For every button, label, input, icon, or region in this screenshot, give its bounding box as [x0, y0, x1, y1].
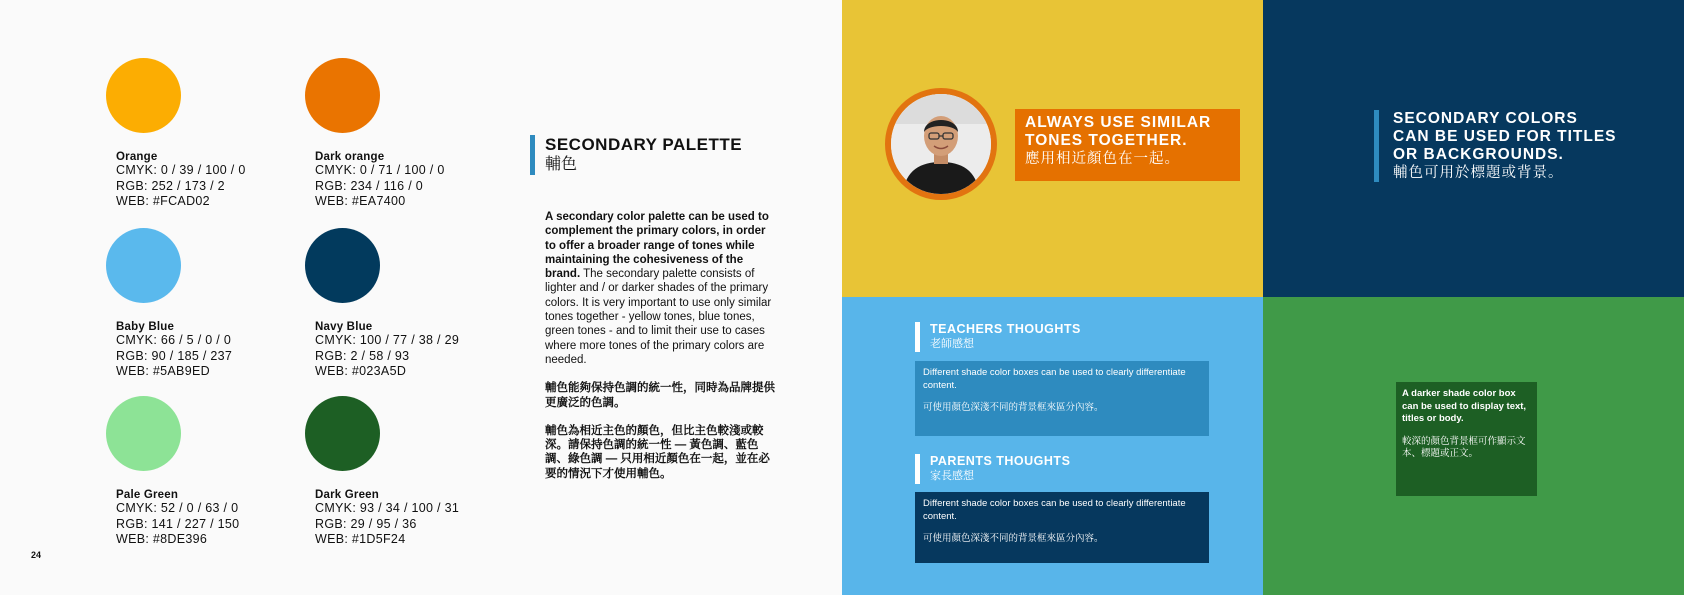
orange-callout-line1: ALWAYS USE SIMILAR [1025, 114, 1212, 131]
green-box-text-en: A darker shade color box can be used to display text, titles or body. [1402, 388, 1527, 424]
green-box [1396, 382, 1537, 496]
parents-title-zh: 家長感想 [930, 470, 974, 482]
teachers-heading [915, 322, 1081, 352]
color-circle-dark-orange [305, 58, 380, 133]
orange-callout-zh: 應用相近顏色在一起。 [1025, 151, 1180, 167]
parents-text-en: Different shade color boxes can be used to clearly differentiate content. [923, 498, 1186, 522]
swatch-name: Navy Blue [315, 321, 373, 333]
teachers-title: TEACHERS THOUGHTS [930, 322, 1081, 336]
swatch-rgb: RGB: 29 / 95 / 36 [315, 516, 417, 531]
swatch-name: Orange [116, 151, 158, 163]
body-paragraph: The secondary palette consists of lighter and / or darker shades of the primary colors. It is very important to use only similar tones together - yellow tones, blue tones, green tones - and to limit their use to cases where more tones of the primary colors are needed. [545, 268, 772, 366]
color-circle-orange [106, 58, 181, 133]
green-box-text-zh: 較深的顏色背景框可作顯示文本、標題或正文。 [1402, 435, 1526, 459]
swatch-navy-blue [305, 228, 565, 380]
swatch-name: Dark Green [315, 489, 380, 501]
swatch-rgb: RGB: 90 / 185 / 237 [116, 348, 233, 363]
swatch-cmyk: CMYK: 100 / 77 / 38 / 29 [315, 333, 460, 347]
swatch-dark-green [305, 396, 565, 548]
body-intro: A secondary color palette can be used to complement the primary colors, in order to offer a broader range of tones while maintaining the cohesiveness of the brand. [545, 211, 769, 281]
parents-text-zh: 可使用顏色深淺不同的背景框來區分內容。 [923, 533, 1104, 544]
swatch-web: WEB: #1D5F24 [315, 532, 406, 546]
color-circle-dark-green [305, 396, 380, 471]
swatch-name: Dark orange [315, 151, 385, 163]
color-circle-pale-green [106, 396, 181, 471]
navy-callout-line3: OR BACKGROUNDS. [1393, 146, 1564, 163]
swatch-cmyk: CMYK: 0 / 39 / 100 / 0 [116, 163, 246, 177]
avatar [885, 88, 997, 200]
person-photo-icon [891, 94, 991, 194]
swatch-rgb: RGB: 2 / 58 / 93 [315, 348, 410, 363]
swatch-web: WEB: #EA7400 [315, 194, 406, 208]
orange-callout [1015, 109, 1240, 181]
body-zh-1: 輔色能夠保持色調的統一性，同時為品牌提供更廣泛的色調。 [545, 382, 775, 409]
swatch-cmyk: CMYK: 93 / 34 / 100 / 31 [315, 501, 460, 515]
swatch-cmyk: CMYK: 0 / 71 / 100 / 0 [315, 163, 445, 177]
parents-title: PARENTS THOUGHTS [930, 454, 1071, 468]
teachers-text-en: Different shade color boxes can be used to clearly differentiate content. [923, 367, 1186, 391]
teachers-box [915, 361, 1209, 436]
swatch-web: WEB: #8DE396 [116, 532, 208, 546]
swatch-web: WEB: #5AB9ED [116, 364, 210, 378]
navy-callout-zh: 輔色可用於標題或背景。 [1393, 165, 1564, 181]
swatch-name: Pale Green [116, 489, 179, 501]
swatch-cmyk: CMYK: 52 / 0 / 63 / 0 [116, 501, 239, 515]
parents-box [915, 492, 1209, 563]
swatch-cmyk: CMYK: 66 / 5 / 0 / 0 [116, 333, 232, 347]
swatch-name: Baby Blue [116, 321, 175, 333]
swatch-dark-orange [305, 58, 565, 210]
parents-heading [915, 454, 1070, 484]
navy-callout-line1: SECONDARY COLORS [1393, 110, 1578, 127]
swatch-rgb: RGB: 234 / 116 / 0 [315, 178, 424, 193]
swatch-rgb: RGB: 141 / 227 / 150 [116, 516, 240, 531]
swatch-web: WEB: #FCAD02 [116, 194, 210, 208]
swatch-rgb: RGB: 252 / 173 / 2 [116, 178, 225, 193]
page-number: 24 [31, 550, 42, 560]
navy-callout [1374, 110, 1617, 182]
color-circle-baby-blue [106, 228, 181, 303]
color-circle-navy-blue [305, 228, 380, 303]
body-zh-2: 輔色為相近主色的顏色，但比主色較淺或較深。請保持色調的統一性 — 黃色調、藍色調、綠色調 — 只用相近顏色在一起，並在必要的情況下才使用輔色。 [545, 424, 770, 480]
section-title [530, 135, 742, 175]
swatch-web: WEB: #023A5D [315, 364, 407, 378]
section-title-en: SECONDARY PALETTE [545, 135, 743, 154]
teachers-title-zh: 老師感想 [930, 338, 974, 350]
body-text [545, 210, 775, 495]
teachers-text-zh: 可使用顏色深淺不同的背景框來區分內容。 [923, 402, 1104, 413]
section-title-zh: 輔色 [545, 156, 578, 173]
orange-callout-line2: TONES TOGETHER. [1025, 132, 1188, 149]
navy-callout-line2: CAN BE USED FOR TITLES [1393, 128, 1617, 145]
